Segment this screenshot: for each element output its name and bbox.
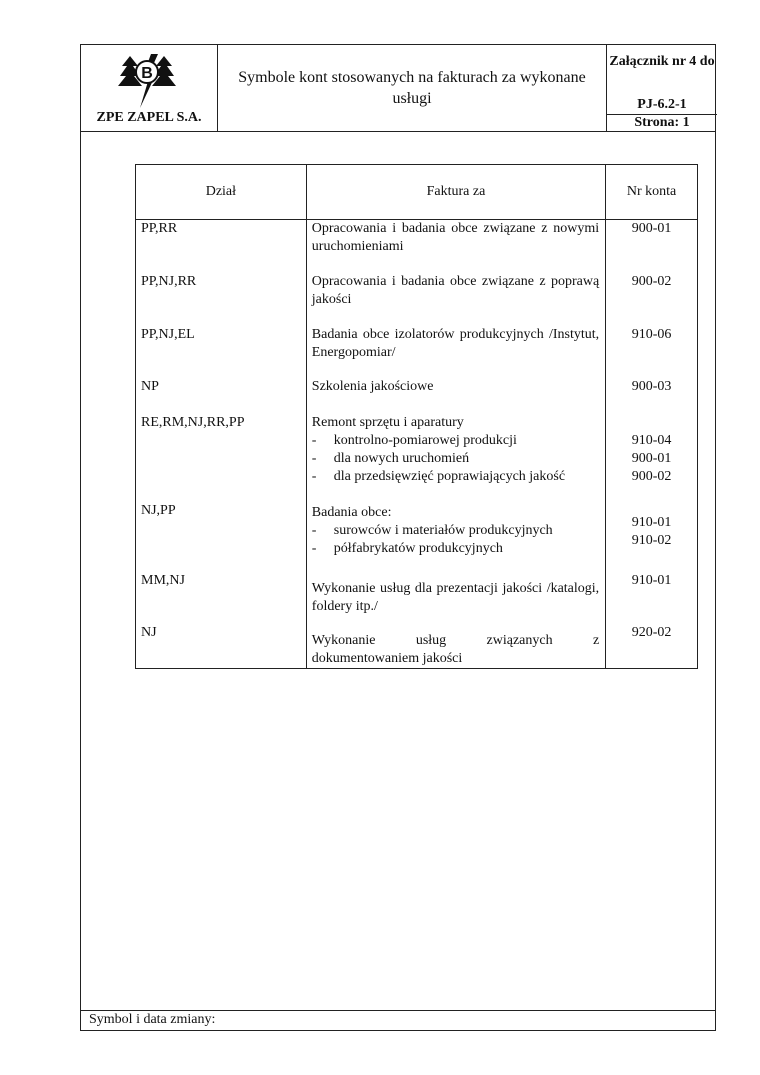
cell-faktura: Opracowania i badania obce związane z nowymi uruchomieniami bbox=[306, 220, 605, 274]
cell-nr-konta: 900-03 bbox=[606, 378, 698, 414]
cell-faktura bbox=[306, 624, 605, 669]
faktura-text: Wykonanie usług związanych z dokumentowaniem jakości bbox=[311, 633, 600, 666]
faktura-item: - surowców i materiałów produkcyjnych bbox=[312, 522, 599, 540]
table-row bbox=[136, 378, 698, 414]
header-nr-konta: Nr konta bbox=[606, 165, 698, 220]
faktura-intro: Remont sprzętu i aparatury bbox=[311, 415, 464, 430]
attachment-label: Załącznik nr 4 do bbox=[609, 54, 715, 69]
table-row bbox=[136, 220, 698, 274]
table-row bbox=[136, 572, 698, 624]
cell-dzial: PP,NJ,RR bbox=[136, 273, 307, 326]
cell-faktura: Badania obce izolatorów produkcyjnych /Instytut, Energopomiar/ bbox=[306, 326, 605, 378]
cell-faktura: Opracowania i badania obce związane z poprawą jakości bbox=[306, 273, 605, 326]
table-row bbox=[136, 273, 698, 326]
faktura-item: - dla przedsięwzięć poprawiających jakość bbox=[312, 468, 599, 486]
cell-faktura bbox=[306, 572, 605, 624]
cell-faktura bbox=[306, 502, 605, 572]
faktura-text: Wykonanie usług dla prezentacji jakości /katalogi, foldery itp./ bbox=[311, 581, 600, 614]
faktura-item: - dla nowych uruchomień bbox=[312, 450, 599, 468]
nr-konta-item: 900-01 bbox=[631, 451, 672, 466]
logo-letter: B bbox=[141, 65, 153, 82]
nr-konta-item: 910-01 bbox=[631, 515, 672, 530]
cell-dzial: NP bbox=[136, 378, 307, 414]
cell-dzial: MM,NJ bbox=[136, 572, 307, 624]
faktura-item: - półfabrykatów produkcyjnych bbox=[312, 540, 599, 558]
header-title-cell bbox=[217, 44, 607, 132]
change-symbol-label: Symbol i data zmiany: bbox=[89, 1012, 216, 1027]
cell-faktura bbox=[306, 414, 605, 502]
cell-nr-konta: 910-01 bbox=[606, 572, 698, 624]
cell-nr-konta: 900-01 bbox=[606, 220, 698, 274]
nr-konta-item: 910-04 bbox=[631, 433, 672, 448]
nr-konta-item: 910-02 bbox=[631, 533, 672, 548]
table-row bbox=[136, 624, 698, 669]
dzial-value: NJ,PP bbox=[141, 503, 176, 518]
cell-nr-konta: 920-02 bbox=[606, 624, 698, 669]
table-row bbox=[136, 414, 698, 502]
cell-dzial bbox=[136, 502, 307, 572]
accounts-table bbox=[135, 164, 698, 669]
cell-nr-konta bbox=[606, 502, 698, 572]
cell-nr-konta: 900-02 bbox=[606, 273, 698, 326]
table-header-row bbox=[136, 165, 698, 220]
footer-divider bbox=[80, 1010, 716, 1011]
table-row bbox=[136, 326, 698, 378]
cell-dzial: NJ bbox=[136, 624, 307, 669]
cell-dzial: RE,RM,NJ,RR,PP bbox=[136, 414, 307, 502]
document-title: Symbole kont stosowanych na fakturach za wykonane usługi bbox=[238, 68, 586, 107]
cell-nr-konta bbox=[606, 414, 698, 502]
company-logo-icon bbox=[118, 52, 176, 110]
table-row bbox=[136, 502, 698, 572]
cell-faktura: Szkolenia jakościowe bbox=[306, 378, 605, 414]
doc-number: PJ-6.2-1 bbox=[637, 97, 687, 112]
header-right-cell bbox=[606, 44, 716, 132]
faktura-item: - kontrolno-pomiarowej produkcji bbox=[312, 432, 599, 450]
header-faktura: Faktura za bbox=[306, 165, 605, 220]
cell-nr-konta: 910-06 bbox=[606, 326, 698, 378]
cell-dzial: PP,NJ,EL bbox=[136, 326, 307, 378]
header-dzial: Dział bbox=[136, 165, 307, 220]
cell-dzial: PP,RR bbox=[136, 220, 307, 274]
faktura-intro: Badania obce: bbox=[311, 505, 392, 520]
nr-konta-item: 900-02 bbox=[631, 469, 672, 484]
page-label: Strona: 1 bbox=[634, 115, 690, 130]
company-name: ZPE ZAPEL S.A. bbox=[96, 110, 202, 125]
